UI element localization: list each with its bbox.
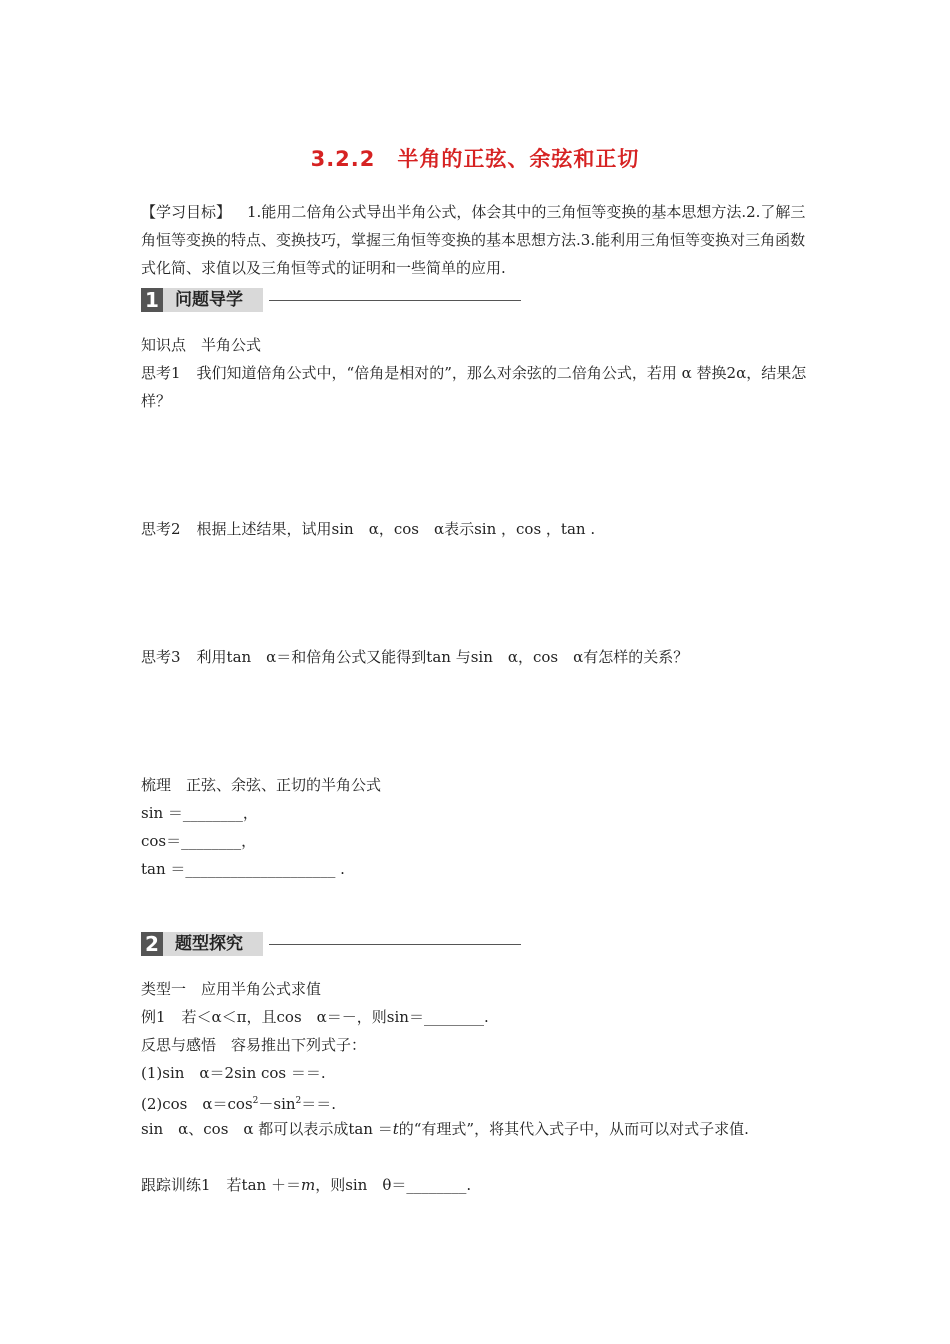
variable-t: t: [392, 1120, 399, 1138]
note-part: sin α、cos α 都可以表示成tan ＝: [141, 1120, 393, 1138]
learning-goals: [141, 198, 813, 282]
goals-tag: 【学习目标】: [141, 203, 232, 221]
goals-text: 1.能用二倍角公式导出半角公式，体会其中的三角恒等变换的基本思想方法.2.了解三角恒等变换的特点、变换技巧，掌握三角恒等变换的基本思想方法.3.能利用三角恒等变换对三角函数式化简、求值以及三角恒等式的证明和一些简单的应用.: [141, 203, 806, 277]
knowledge-heading: 知识点 半角公式: [141, 336, 262, 354]
section-number: 2: [141, 932, 163, 956]
section-header-2: [141, 932, 531, 956]
type-1-heading: 类型一 应用半角公式求值: [141, 980, 322, 998]
section-label: 题型探究: [163, 932, 263, 956]
tracking-part: 若tan ＋＝: [226, 1176, 301, 1194]
summary-tan: tan ＝____________________ .: [141, 860, 345, 878]
summary-cos: cos＝________，: [141, 832, 257, 850]
formula-2: [141, 1090, 336, 1115]
think-1-text: 我们知道倍角公式中，“倍角是相对的”，那么对余弦的二倍角公式，若用 α 替换2α，结果怎样？: [141, 364, 807, 410]
section-header-1: [141, 288, 531, 312]
reflection: 反思与感悟 容易推出下列式子：: [141, 1036, 367, 1054]
think-1-label: 思考1: [141, 364, 181, 382]
example-1-label: 例1: [141, 1008, 166, 1026]
formula-2-part: (2)cos α＝cos: [141, 1095, 253, 1113]
summary-heading: 梳理 正弦、余弦、正切的半角公式: [141, 776, 382, 794]
think-3-text: 利用tan α＝和倍角公式又能得到tan 与sin α，cos α有怎样的关系？: [196, 648, 689, 666]
superscript: 2: [295, 1096, 302, 1106]
think-1: [141, 359, 813, 415]
example-1: [141, 1006, 489, 1028]
formula-1: (1)sin α＝2sin cos ＝＝.: [141, 1064, 326, 1082]
section-divider: [269, 944, 521, 945]
think-2-text: 根据上述结果，试用sin α，cos α表示sin ，cos ，tan .: [196, 520, 596, 538]
page-title: 3.2.2 半角的正弦、余弦和正切: [310, 147, 640, 171]
tracking-part: ，则sin θ＝________.: [315, 1176, 472, 1194]
example-1-text: 若＜α＜π，且cos α＝－，则sin＝________.: [181, 1008, 489, 1026]
note-part: 的“有理式”，将其代入式子中，从而可以对式子求值.: [398, 1120, 749, 1138]
think-3: [141, 646, 688, 668]
tracking-label: 跟踪训练1: [141, 1176, 211, 1194]
section-divider: [269, 300, 521, 301]
variable-m: m: [300, 1176, 316, 1194]
note-paragraph: [141, 1115, 813, 1143]
superscript: 2: [252, 1096, 259, 1106]
think-2-label: 思考2: [141, 520, 181, 538]
tracking-exercise-1: [141, 1174, 471, 1196]
think-3-label: 思考3: [141, 648, 181, 666]
summary-sin: sin ＝________，: [141, 804, 258, 822]
formula-2-part: ＝＝.: [301, 1095, 337, 1113]
formula-2-part: －sin: [258, 1095, 296, 1113]
section-label: 问题导学: [163, 288, 263, 312]
think-2: [141, 518, 595, 540]
section-number: 1: [141, 288, 163, 312]
